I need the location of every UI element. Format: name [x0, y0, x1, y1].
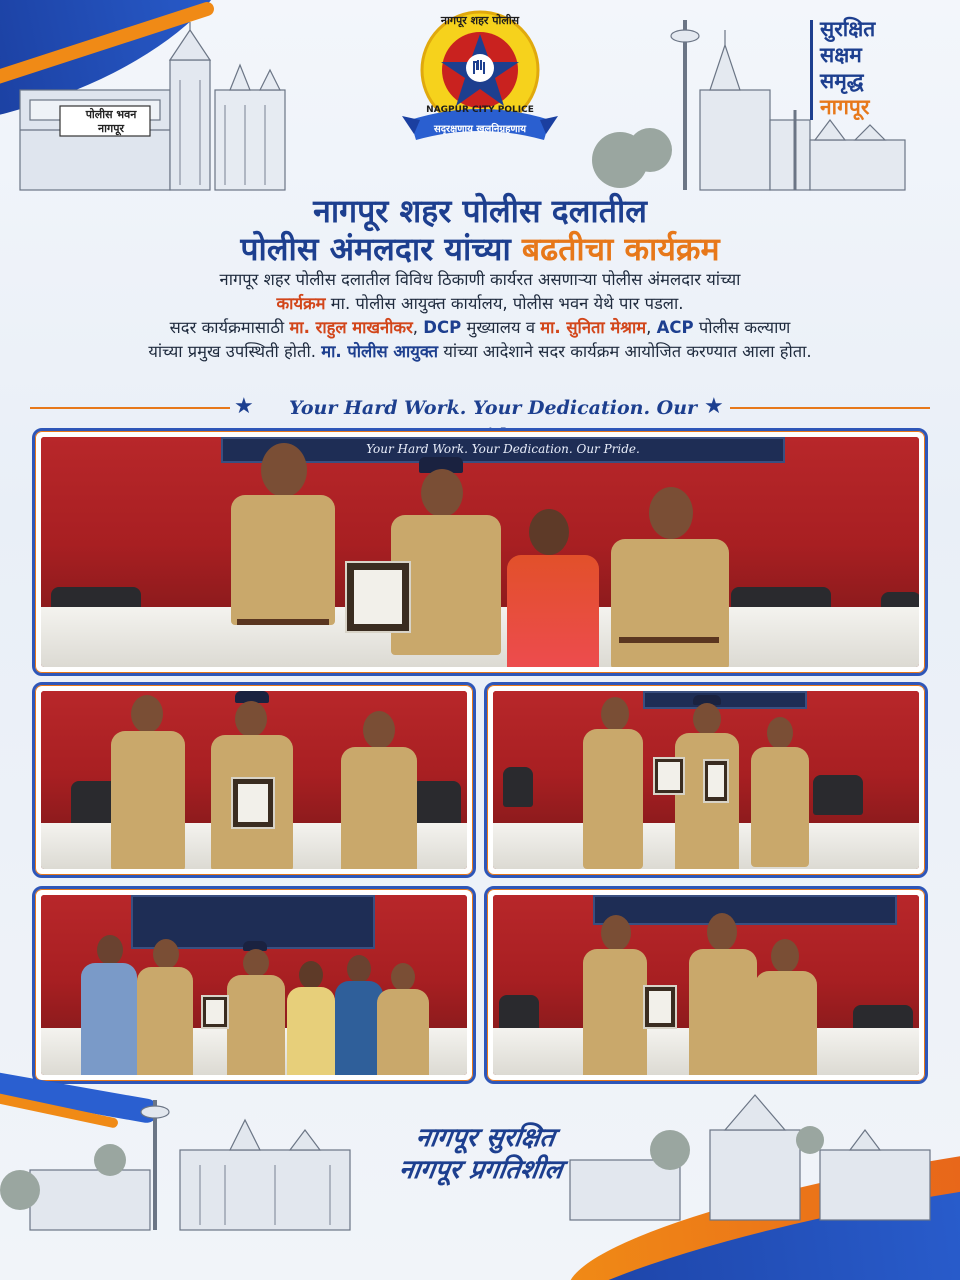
description-line-1: नागपूर शहर पोलीस दलातील विविध ठिकाणी कार्यरत असणाऱ्या पोलीस अंमलदार यांच्या [219, 270, 741, 289]
motto-line-3: समृद्ध [820, 69, 864, 93]
tagline: Your Hard Work. Your Dedication. Our [288, 397, 698, 419]
description-line-4-b: यांच्या आदेशाने सदर कार्यक्रम आयोजित करण्यात आला होता. [438, 342, 812, 361]
motto-line-2: सक्षम [820, 43, 862, 67]
photo-frame-4 [32, 886, 476, 1084]
motto-line-4: नागपूर [820, 95, 870, 119]
footer-slogan-line-2: नागपूर प्रगतिशील [396, 1155, 565, 1185]
headline [0, 192, 960, 268]
description-line-3-a: सदर कार्यक्रमासाठी [169, 318, 290, 337]
dcp-label: DCP [423, 318, 462, 337]
logo-motto: सद्‌रक्षणाय खलनिग्रहणाय [433, 124, 527, 135]
commissioner-label: मा. पोलीस आयुक्त [321, 342, 439, 361]
certificate [231, 777, 275, 829]
star-icon: ★ [234, 394, 254, 419]
photo-frame-3 [484, 682, 928, 878]
description-line-3-e: पोलीस कल्याण [693, 318, 791, 337]
city-motto [820, 16, 940, 120]
sign-line-2: नागपूर [98, 122, 124, 135]
promotion-photo-2 [41, 691, 467, 869]
logo-bottom-text: NAGPUR CITY POLICE [426, 105, 534, 115]
acp-name: मा. सुनिता मेश्राम [540, 318, 647, 337]
nagpur-police-logo [398, 8, 562, 156]
motto-divider [810, 20, 813, 120]
certificate [643, 985, 677, 1029]
certificate [653, 757, 685, 795]
heritage-building-illustration-bottom-left [0, 1090, 380, 1240]
photo-frame-main [32, 428, 928, 676]
footer-slogan [374, 1122, 593, 1186]
promotion-photo-5 [493, 895, 919, 1075]
star-icon: ★ [704, 394, 724, 419]
description-line-3-b: , [412, 318, 424, 337]
motto-line-1: सुरक्षित [820, 17, 876, 41]
logo-top-text: नागपूर शहर पोलीस [440, 14, 520, 27]
photo-frame-5 [484, 886, 928, 1084]
tagline-rule-left [30, 407, 230, 409]
certificate [201, 995, 229, 1029]
promotion-photo-3 [493, 691, 919, 869]
description-line-4-a: यांच्या प्रमुख उपस्थिती होती. [148, 342, 322, 361]
headline-line-1: नागपूर शहर पोलीस दलातील [313, 192, 647, 230]
police-bhavan-illustration [0, 20, 300, 200]
backdrop-screen [643, 691, 807, 709]
acp-label: ACP [656, 318, 694, 337]
backdrop-screen [593, 895, 897, 925]
description-line-3-d: , [646, 318, 657, 337]
description-line-4 [10, 340, 950, 364]
description-line-2-text: मा. पोलीस आयुक्त कार्यालय, पोलीस भवन येथे पार पडला. [325, 294, 684, 313]
headline-line-2 [0, 230, 960, 268]
certificate [345, 561, 411, 633]
tagline-row [30, 394, 930, 422]
description-line-2 [10, 292, 950, 316]
event-description [10, 268, 950, 364]
promotion-photo-4 [41, 895, 467, 1075]
backdrop-screen [221, 437, 785, 463]
heritage-building-illustration-bottom-right [560, 1090, 940, 1230]
headline-line-2-main: पोलीस अंमलदार यांच्या [240, 230, 511, 268]
footer-slogan-line-1: नागपूर सुरक्षित [413, 1123, 557, 1153]
police-bhavan-sign [72, 108, 150, 136]
photo-frame-2 [32, 682, 476, 878]
dcp-name: मा. राहुल माखनीकर [289, 318, 413, 337]
description-line-3-c: मुख्यालय व [461, 318, 541, 337]
certificate [703, 759, 729, 803]
tagline-rule-right [730, 407, 930, 409]
headline-line-2-accent: बढतीचा कार्यक्रम [521, 230, 720, 268]
description-accent-word: कार्यक्रम [276, 294, 326, 313]
description-line-3 [10, 316, 950, 340]
screen-caption: Your Hard Work. Your Dedication. Our Pride. [366, 442, 640, 456]
promotion-photo-1 [41, 437, 919, 667]
sign-line-1: पोलीस भवन [85, 108, 137, 121]
